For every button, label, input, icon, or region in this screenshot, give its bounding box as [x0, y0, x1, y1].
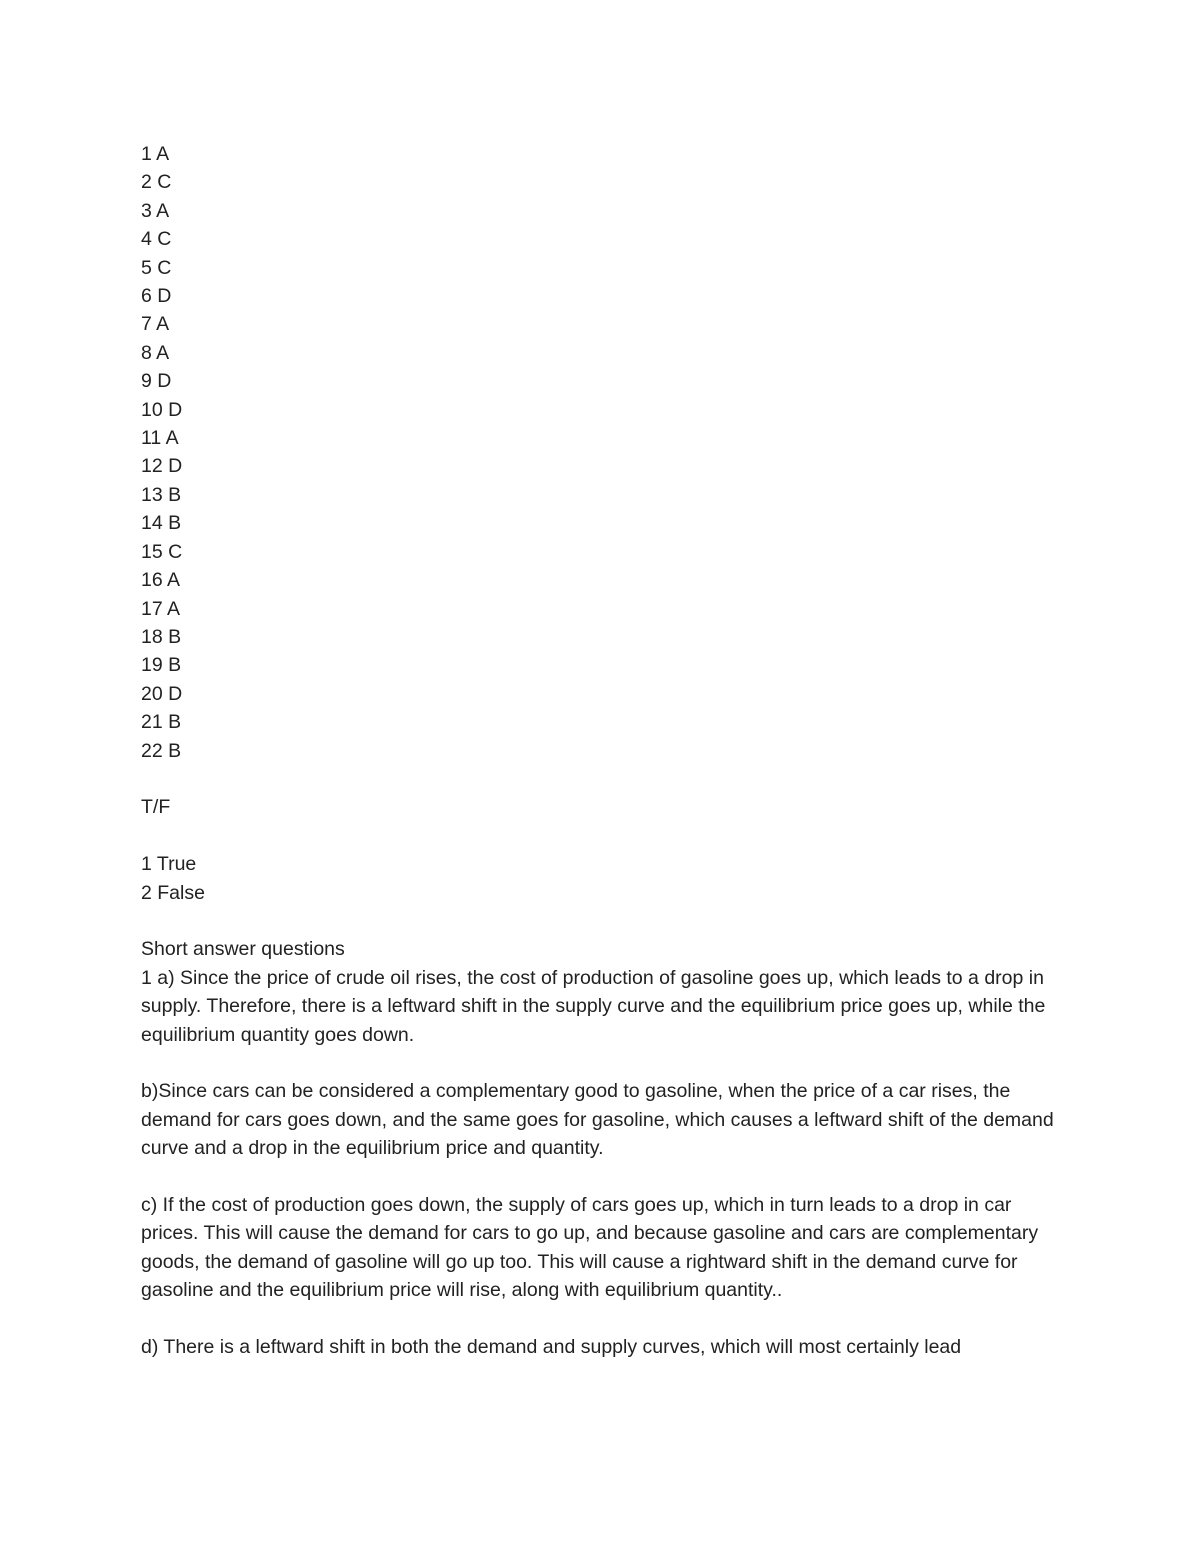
mc-answer: 2 C	[141, 171, 172, 194]
answer-1b: b)Since cars can be considered a complementary good to gasoline, when the price of a car rises, the demand for cars goes down, and the same goes for gasoline, which causes a leftward shift of the demand curve and a drop in the equilibrium price and quantity.	[141, 1080, 1054, 1160]
mc-answer: 7 A	[141, 313, 170, 336]
true-false-section	[141, 793, 1061, 907]
tf-heading: T/F	[141, 796, 171, 819]
mc-answer: 18 B	[141, 625, 182, 648]
mc-answer: 12 D	[141, 455, 183, 478]
spacer	[141, 765, 1061, 793]
tf-answer: 1 True	[141, 853, 197, 876]
mc-answer: 1 A	[141, 143, 170, 165]
mc-answer: 16 A	[141, 569, 181, 592]
mc-answer: 4 C	[141, 228, 172, 251]
mc-answer: 19 B	[141, 654, 182, 677]
answer-1a: 1 a) Since the price of crude oil rises, the cost of production of gasoline goes up, which leads to a drop in supply. Therefore, there is a leftward shift in the supply curve and the equilibrium price goes up, while the equilibrium quantity goes down.	[141, 966, 1046, 1046]
spacer	[141, 1163, 1061, 1191]
answer-1d: d) There is a leftward shift in both the demand and supply curves, which will most certainly lead	[141, 1335, 962, 1358]
mc-answer: 11 A	[141, 427, 179, 450]
spacer	[141, 907, 1061, 935]
document-body	[141, 140, 1061, 1361]
spacer	[141, 1049, 1061, 1077]
mc-answer: 3 A	[141, 199, 170, 222]
mc-answer: 21 B	[141, 711, 182, 734]
short-answer-section	[141, 935, 1061, 1361]
mc-answer: 9 D	[141, 370, 172, 393]
short-answer-heading: Short answer questions	[141, 938, 345, 961]
spacer	[141, 822, 1061, 850]
mc-answer: 17 A	[141, 597, 181, 620]
mc-answer: 13 B	[141, 483, 182, 506]
mc-answer: 20 D	[141, 682, 183, 705]
mc-answer: 10 D	[141, 398, 183, 421]
mc-answer: 6 D	[141, 285, 172, 308]
mc-answer: 8 A	[141, 341, 170, 364]
multiple-choice-answers	[141, 140, 1061, 765]
mc-answer: 15 C	[141, 540, 183, 563]
tf-answer: 2 False	[141, 881, 205, 904]
mc-answer: 22 B	[141, 739, 182, 762]
answer-1c: c) If the cost of production goes down, the supply of cars goes up, which in turn leads to a drop in car prices. This will cause the demand for cars to go up, and because gasoline and cars are complementary goods, the demand of gasoline will go up too. This will cause a rightward shift in the demand curve for gasoline and the equilibrium price will rise, along with equilibrium quantity..	[141, 1193, 1039, 1302]
mc-answer: 5 C	[141, 256, 172, 279]
spacer	[141, 1305, 1061, 1333]
mc-answer: 14 B	[141, 512, 182, 535]
